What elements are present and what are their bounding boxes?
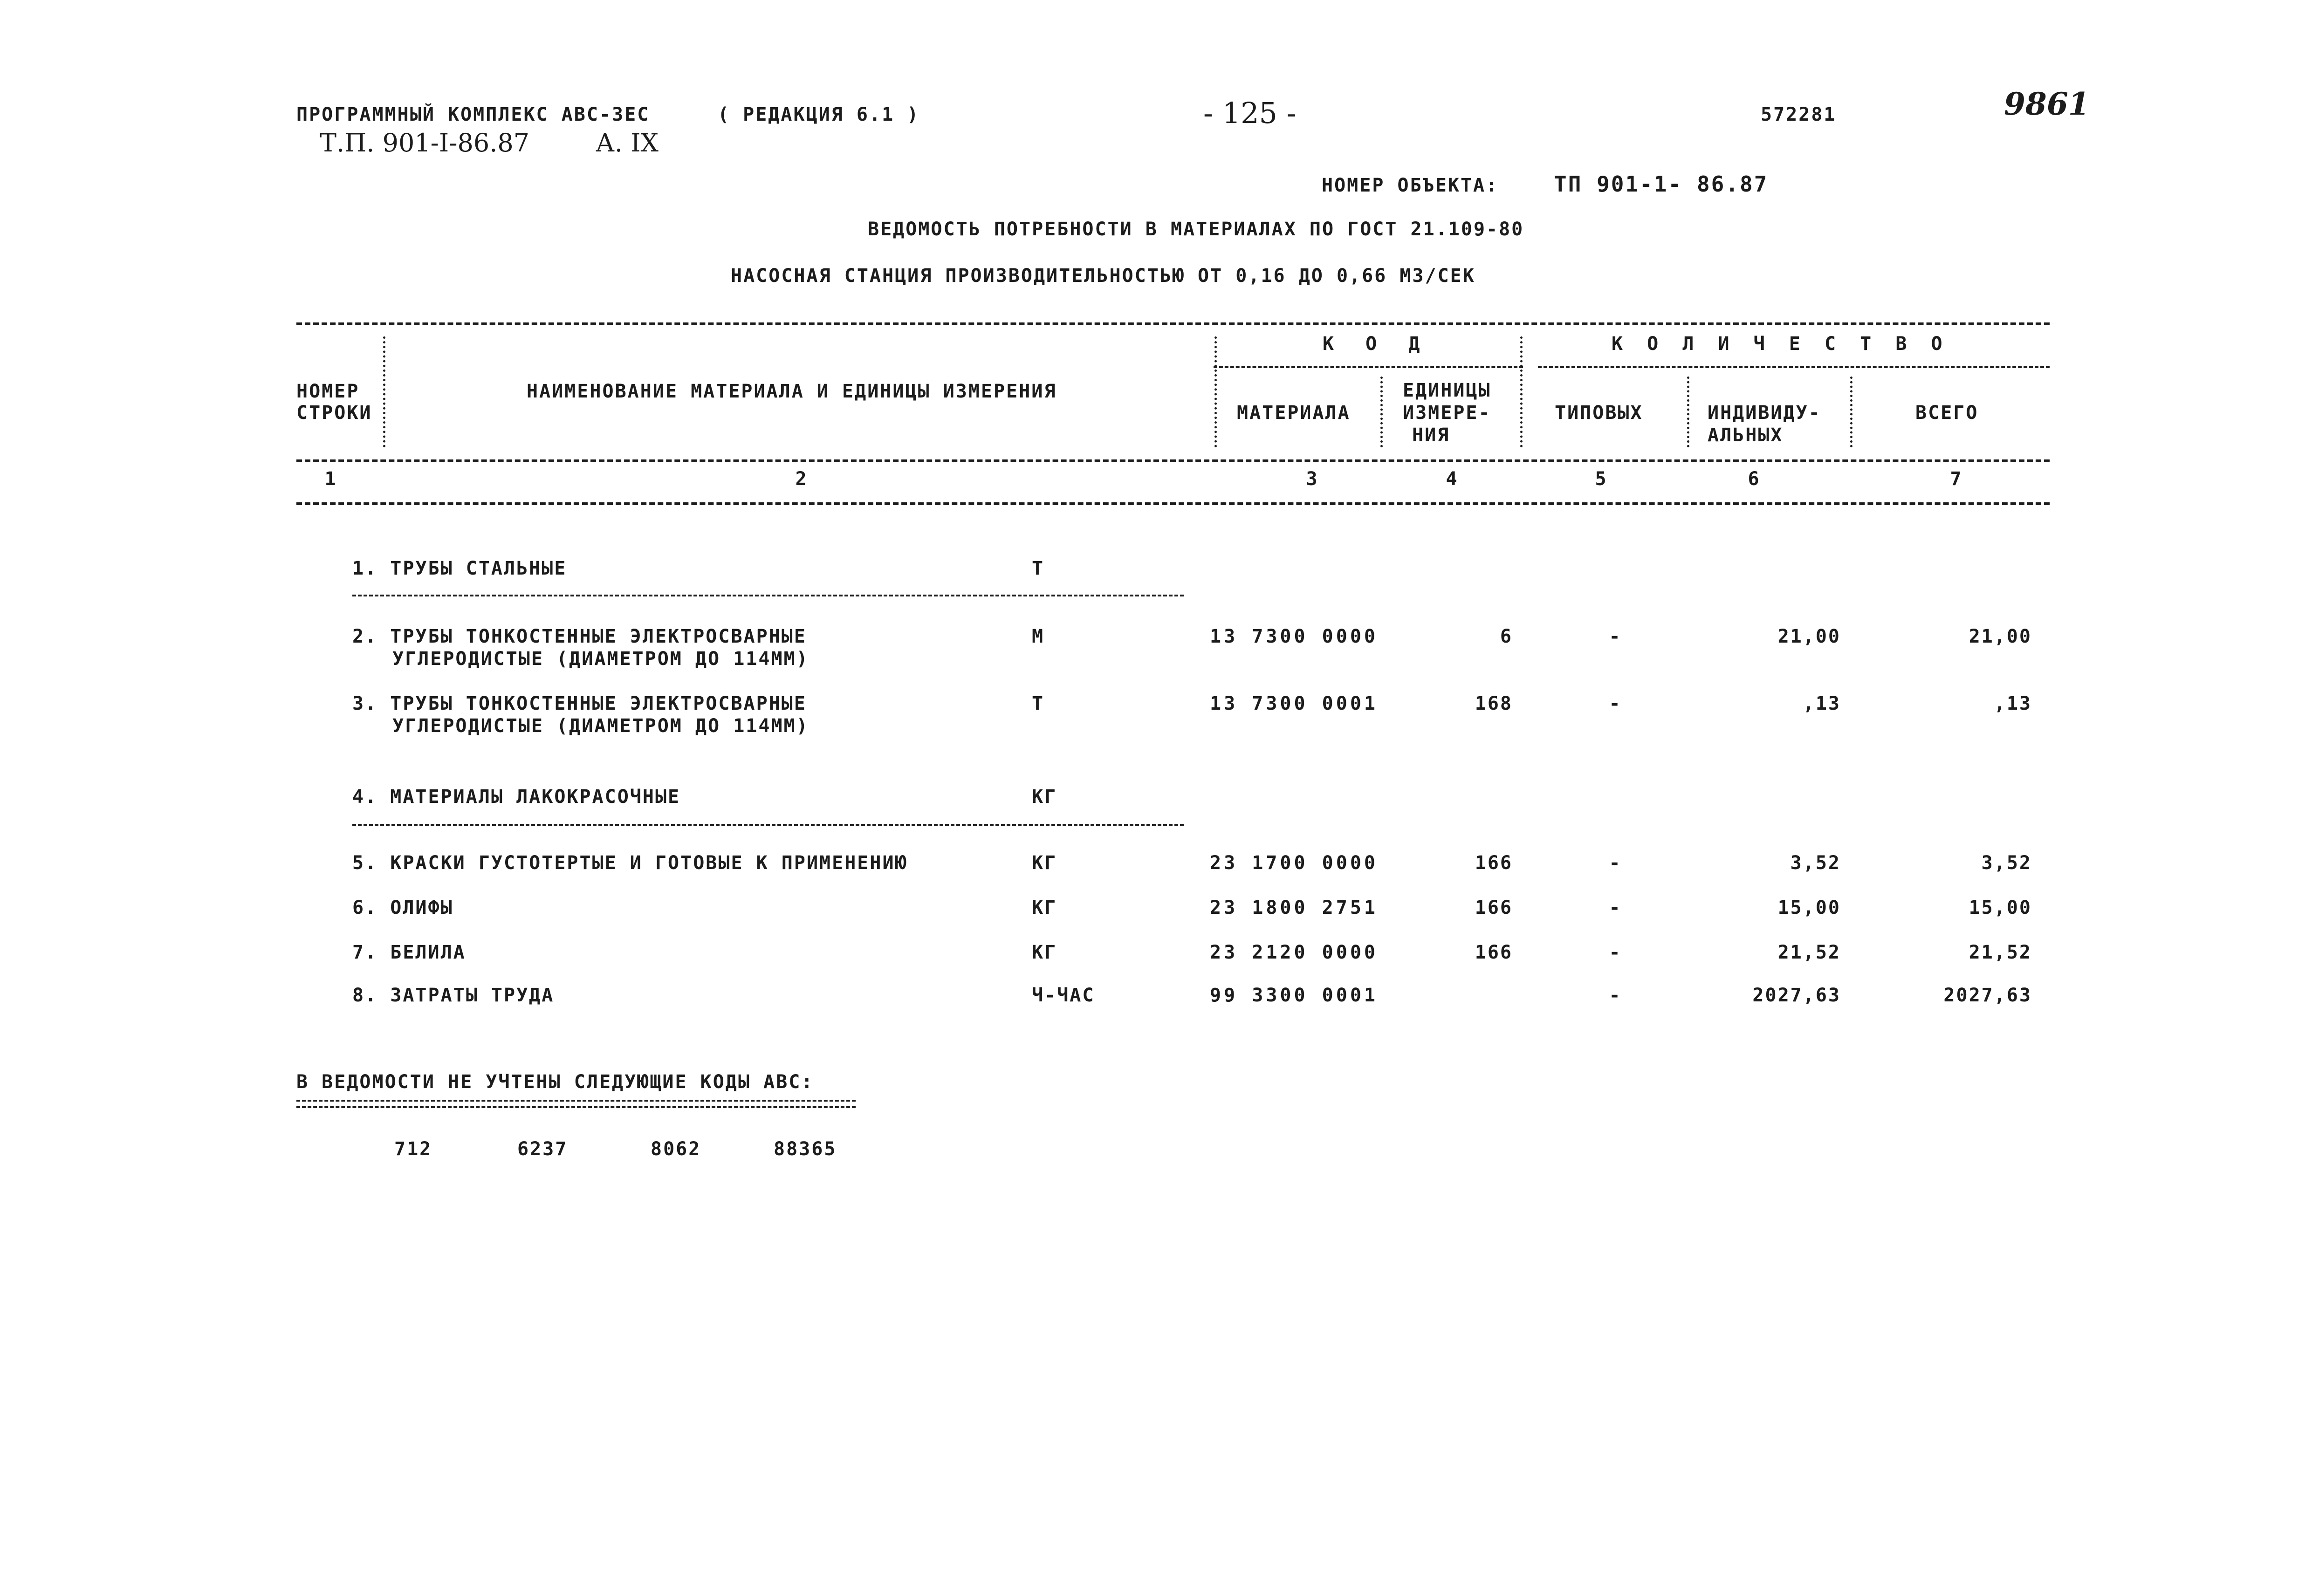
row-individual: 2027,63 bbox=[1752, 985, 1841, 1006]
row-material-code: 99 3300 0001 bbox=[1210, 985, 1378, 1006]
header-row-number-2: СТРОКИ bbox=[296, 402, 372, 424]
header-code-group: К О Д bbox=[1323, 333, 1430, 355]
code-group-rule bbox=[1214, 366, 1523, 368]
row-individual: ,13 bbox=[1803, 693, 1841, 714]
row-name: 2. ТРУБЫ ТОНКОСТЕННЫЕ ЭЛЕКТРОСВАРНЫЕ bbox=[352, 626, 807, 647]
header-name: НАИМЕНОВАНИЕ МАТЕРИАЛА И ЕДИНИЦЫ ИЗМЕРЕНИЯ bbox=[527, 381, 1057, 402]
row-typical: - bbox=[1609, 985, 1622, 1006]
row-name: 1. ТРУБЫ СТАЛЬНЫЕ bbox=[352, 558, 567, 579]
row-unit-code: 166 bbox=[1475, 852, 1513, 874]
row-name: 3. ТРУБЫ ТОНКОСТЕННЫЕ ЭЛЕКТРОСВАРНЫЕ bbox=[352, 693, 807, 714]
header-row-number-1: НОМЕР bbox=[296, 381, 360, 402]
row-total: 21,52 bbox=[1969, 942, 2032, 963]
row-typical: - bbox=[1609, 942, 1622, 963]
row-material-code: 13 7300 0000 bbox=[1210, 626, 1378, 647]
row-material-code: 23 2120 0000 bbox=[1210, 942, 1378, 963]
album-number: А. IX bbox=[596, 128, 659, 158]
object-number-label: НОМЕР ОБЪЕКТА: bbox=[1322, 175, 1499, 196]
excluded-code: 88365 bbox=[774, 1138, 837, 1160]
row-unit: Ч-ЧАС bbox=[1032, 985, 1095, 1006]
header-typical: ТИПОВЫХ bbox=[1555, 402, 1643, 424]
row-name: 5. КРАСКИ ГУСТОТЕРТЫЕ И ГОТОВЫЕ К ПРИМЕНЕНИЮ bbox=[352, 852, 908, 874]
row-unit: КГ bbox=[1032, 942, 1057, 963]
column-numbers-rule bbox=[296, 502, 2050, 505]
row-total: ,13 bbox=[1994, 693, 2032, 714]
col-sep-3 bbox=[1380, 377, 1383, 447]
row-individual: 3,52 bbox=[1790, 852, 1841, 874]
row-material-code: 23 1700 0000 bbox=[1210, 852, 1378, 874]
edition-label: ( РЕДАКЦИЯ 6.1 ) bbox=[718, 104, 920, 125]
excluded-code: 6237 bbox=[517, 1138, 568, 1160]
header-unit-1: ЕДИНИЦЫ bbox=[1403, 380, 1491, 401]
row-unit: М bbox=[1032, 626, 1045, 647]
row-total: 3,52 bbox=[1981, 852, 2032, 874]
column-number: 2 bbox=[795, 468, 808, 490]
row-unit-code: 166 bbox=[1475, 942, 1513, 963]
row-unit-code: 168 bbox=[1475, 693, 1513, 714]
row-name-continued: УГЛЕРОДИСТЫЕ (ДИАМЕТРОМ ДО 114ММ) bbox=[392, 648, 809, 670]
group-rule bbox=[352, 595, 1184, 596]
header-quantity-group: К О Л И Ч Е С Т В О bbox=[1612, 333, 1949, 355]
project-designation: Т.П. 901-I-86.87 bbox=[320, 128, 530, 158]
row-typical: - bbox=[1609, 693, 1622, 714]
col-sep-2 bbox=[1214, 336, 1217, 447]
row-unit: КГ bbox=[1032, 786, 1057, 808]
row-unit: КГ bbox=[1032, 852, 1057, 874]
col-sep-5 bbox=[1687, 377, 1689, 447]
document-number: 572281 bbox=[1761, 104, 1837, 125]
page-number: - 125 - bbox=[1203, 96, 1297, 130]
col-sep-4 bbox=[1520, 336, 1523, 447]
table-top-rule bbox=[296, 322, 2050, 325]
row-unit: КГ bbox=[1032, 897, 1057, 918]
excluded-codes-note: В ВЕДОМОСТИ НЕ УЧТЕНЫ СЛЕДУЮЩИЕ КОДЫ АВС: bbox=[296, 1071, 814, 1093]
header-unit-3: НИЯ bbox=[1412, 425, 1450, 446]
row-unit: Т bbox=[1032, 693, 1045, 714]
header-material: МАТЕРИАЛА bbox=[1237, 402, 1351, 424]
row-unit-code: 6 bbox=[1500, 626, 1513, 647]
row-total: 21,00 bbox=[1969, 626, 2032, 647]
col-sep-6 bbox=[1850, 377, 1852, 447]
row-typical: - bbox=[1609, 897, 1622, 918]
header-total: ВСЕГО bbox=[1915, 402, 1979, 424]
header-unit-2: ИЗМЕРЕ- bbox=[1403, 402, 1491, 424]
row-unit: Т bbox=[1032, 558, 1045, 579]
statement-title: ВЕДОМОСТЬ ПОТРЕБНОСТИ В МАТЕРИАЛАХ ПО ГОСТ 21.109-80 bbox=[868, 219, 1524, 240]
sheet-mark: 9861 bbox=[2004, 86, 2090, 122]
object-number-value: ТП 901-1- 86.87 bbox=[1554, 171, 1769, 197]
row-typical: - bbox=[1609, 626, 1622, 647]
row-material-code: 13 7300 0001 bbox=[1210, 693, 1378, 714]
group-rule bbox=[352, 824, 1184, 826]
program-title: ПРОГРАММНЫЙ КОМПЛЕКС АВС-ЗЕС bbox=[296, 104, 650, 125]
header-individual-2: АЛЬНЫХ bbox=[1708, 425, 1784, 446]
row-total: 15,00 bbox=[1969, 897, 2032, 918]
quantity-group-rule bbox=[1538, 366, 2050, 368]
column-number: 7 bbox=[1950, 468, 1963, 490]
column-number: 6 bbox=[1748, 468, 1761, 490]
col-sep-1 bbox=[383, 336, 385, 447]
row-name: 6. ОЛИФЫ bbox=[352, 897, 453, 918]
row-total: 2027,63 bbox=[1943, 985, 2032, 1006]
header-bottom-rule bbox=[296, 459, 2050, 462]
row-name-continued: УГЛЕРОДИСТЫЕ (ДИАМЕТРОМ ДО 114ММ) bbox=[392, 715, 809, 737]
row-unit-code: 166 bbox=[1475, 897, 1513, 918]
column-number: 3 bbox=[1306, 468, 1319, 490]
row-typical: - bbox=[1609, 852, 1622, 874]
row-material-code: 23 1800 2751 bbox=[1210, 897, 1378, 918]
row-individual: 15,00 bbox=[1777, 897, 1841, 918]
row-individual: 21,52 bbox=[1777, 942, 1841, 963]
excluded-code: 8062 bbox=[651, 1138, 701, 1160]
column-number: 5 bbox=[1595, 468, 1608, 490]
header-individual-1: ИНДИВИДУ- bbox=[1708, 402, 1821, 424]
row-name: 8. ЗАТРАТЫ ТРУДА bbox=[352, 985, 555, 1006]
column-number: 4 bbox=[1446, 468, 1459, 490]
note-underline bbox=[296, 1100, 856, 1108]
excluded-code: 712 bbox=[394, 1138, 432, 1160]
statement-subtitle: НАСОСНАЯ СТАНЦИЯ ПРОИЗВОДИТЕЛЬНОСТЬЮ ОТ 0,16 ДО 0,66 М3/СЕК bbox=[731, 265, 1475, 287]
row-name: 4. МАТЕРИАЛЫ ЛАКОКРАСОЧНЫЕ bbox=[352, 786, 681, 808]
row-individual: 21,00 bbox=[1777, 626, 1841, 647]
column-number: 1 bbox=[324, 468, 337, 490]
row-name: 7. БЕЛИЛА bbox=[352, 942, 466, 963]
